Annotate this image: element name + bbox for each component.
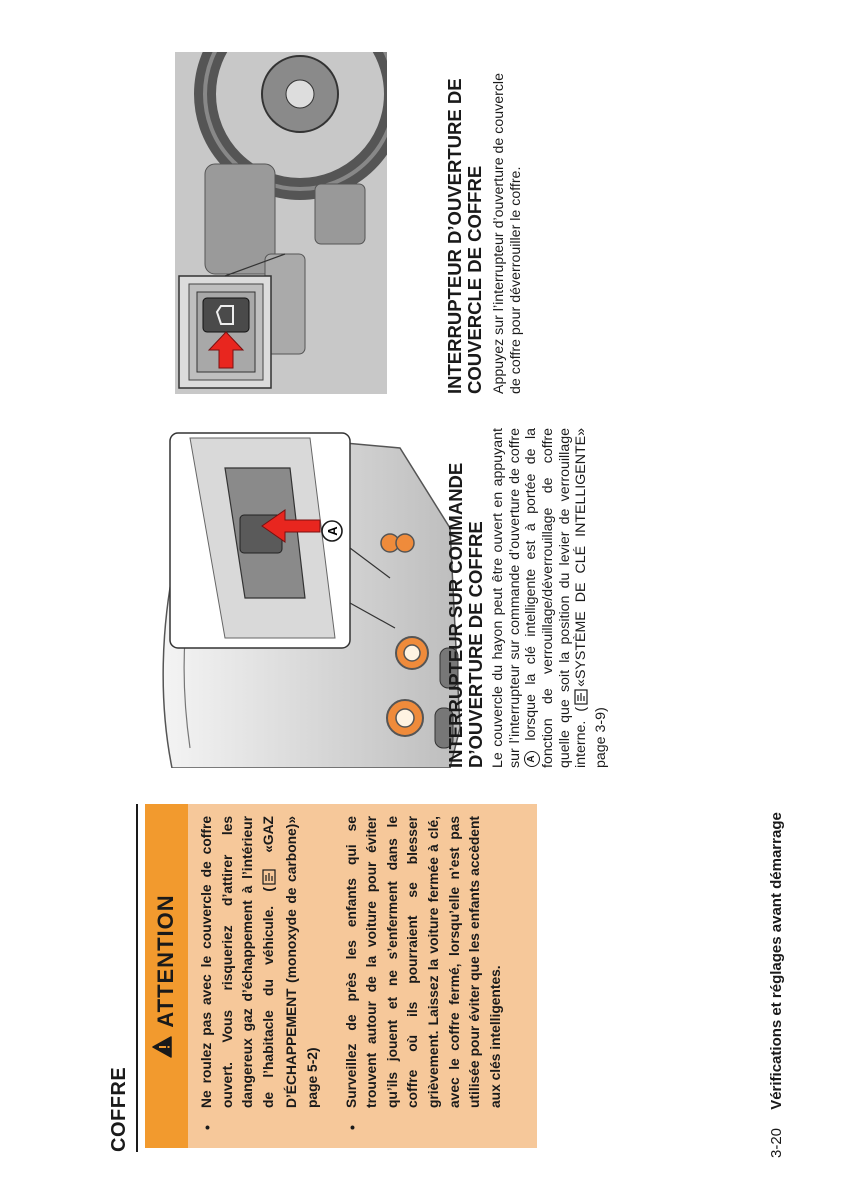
warning-header [145, 804, 188, 1148]
section-title-rule [136, 804, 138, 1152]
warning-box [145, 804, 537, 1148]
section-command-heading [446, 428, 486, 768]
rear-switch-illustration [150, 426, 468, 768]
book-reference-icon [574, 689, 593, 705]
illustration-marker-label: A [325, 526, 340, 536]
section-command-text-3: «SYSTÈME DE CLÉ INTELLIGENTE» page 3-9) [573, 428, 609, 768]
book-reference-icon [262, 869, 283, 885]
warning-item-text: Surveillez de près les enfants qui se trouvent autour de la voiture pour éviter qu’ils jouent et ne s’enferment dans le coffre où ils pourraient se blesser grièvement. Laissez la voiture fermée à clé, avec le coffre fermé, lorsqu’elle n’est pas utilisée pour éviter que les enfants accèdent aux clés intelligentes. [343, 816, 503, 1108]
warning-item: • Surveillez de près les enfants qui se trouvent autour de la voiture pour éviter qu’ils jouent et ne s’enferment dans le coffre où ils pourraient se blesser grièvement. Laissez la voiture fermée à clé, avec le coffre fermé, lorsqu’elle n’est pas utilisée pour éviter que les enfants accèdent aux clés intelligentes. [343, 816, 503, 1130]
page-footer [768, 812, 785, 1158]
warning-item-text-cont: «GAZ D’ÉCHAPPEMENT (monoxyde de carbone)» page 5-2) [260, 816, 320, 1108]
section-switch-heading-line1: INTERRUPTEUR D’OUVERTURE DE [444, 78, 465, 394]
warning-item: • Ne roulez pas avec le couvercle de coffre ouvert. Vous risqueriez d’attirer les dangereux gaz d’échappement à l’intérieur de l’habitacle du véhicule. ( «GAZ D’ÉCHAPPEMENT (monoxyde de carbone)» page 5-2) [199, 816, 320, 1130]
warning-item-text: Ne roulez pas avec le couvercle de coffre ouvert. Vous risqueriez d’attirer les dangereux gaz d’échappement à l’intérieur de l’habitacle du véhicule. ( [199, 816, 276, 1108]
section-switch-heading [445, 54, 485, 394]
warning-list [197, 816, 524, 1132]
marker-a-icon [322, 521, 342, 541]
warning-title: ATTENTION [153, 894, 178, 1028]
page-number: 3-20 [768, 1127, 785, 1158]
dashboard-switch-illustration [175, 52, 387, 394]
section-command-body [490, 428, 610, 768]
chapter-title: Vérifications et réglages avant démarrage [768, 812, 785, 1110]
section-command-text-1: Le couvercle du hayon peut être ouvert en appuyant sur l’interrupteur sur commande d’ouverture de coffre [490, 428, 523, 768]
warning-triangle-icon [152, 1036, 178, 1058]
section-command-heading-line2: D’OUVERTURE DE COFFRE [465, 521, 486, 768]
section-command-text-2: lorsque la clé intelligente est à portée de la fonction de verrouillage/déverrouillage de coffre quelle que soit la position du levier de verrouillage interne. ( [523, 428, 590, 768]
section-title: COFFRE [108, 1066, 130, 1152]
section-switch-body: Appuyez sur l’interrupteur d’ouverture de couvercle de coffre pour déverrouiller le coffre. [491, 73, 524, 394]
trunk-open-icon [203, 298, 249, 332]
section-switch-heading-line2: COUVERCLE DE COFFRE [464, 165, 485, 394]
section-command-heading-line1: INTERRUPTEUR SUR COMMANDE [445, 462, 466, 768]
marker-a-inline: A [524, 751, 540, 767]
